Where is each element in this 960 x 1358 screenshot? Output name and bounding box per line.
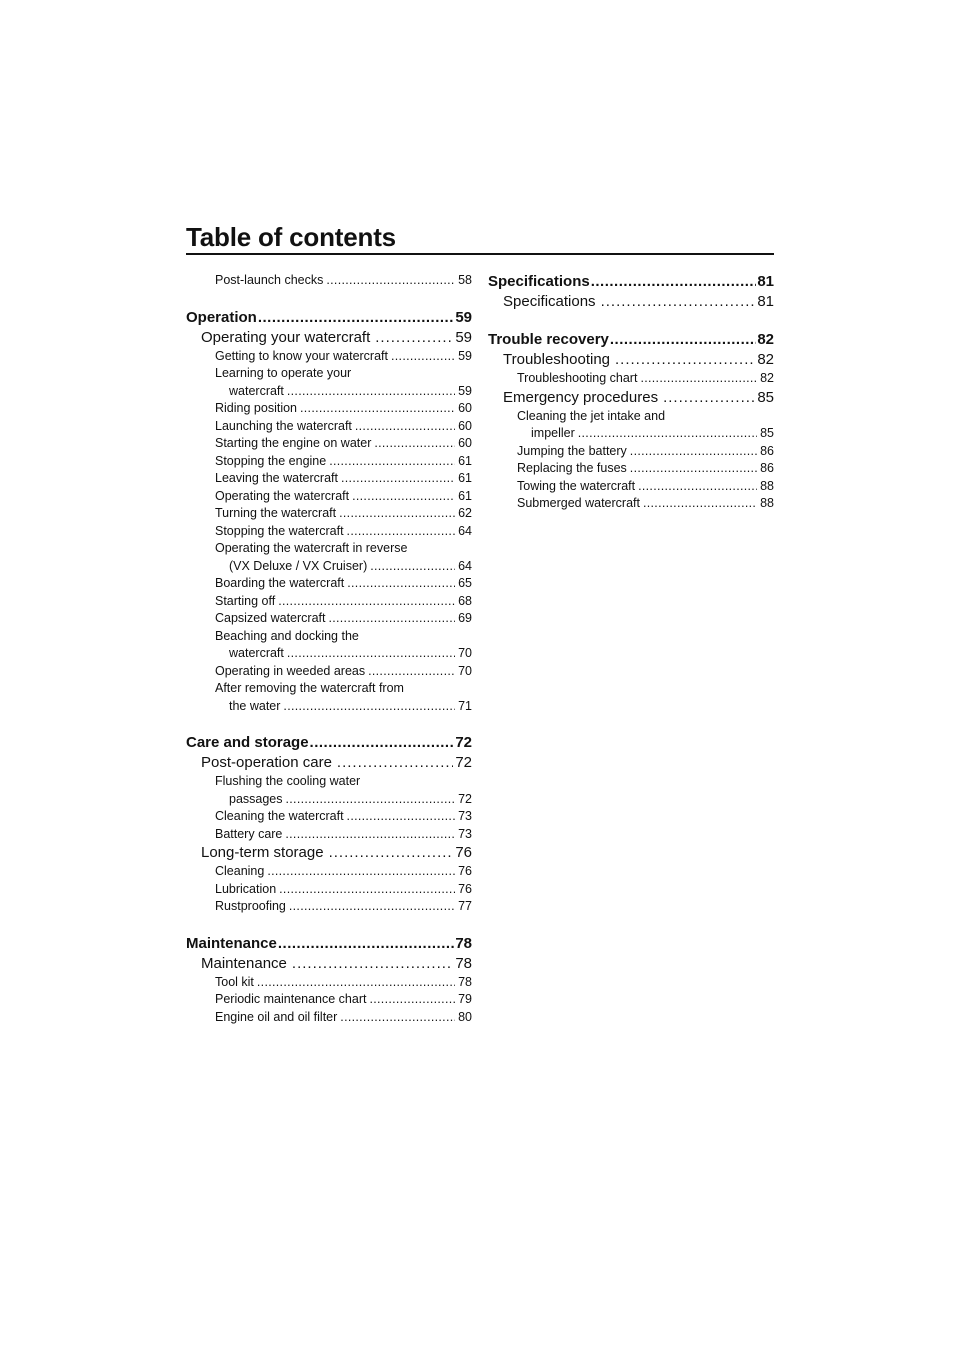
toc-entry-title: Lubrication <box>215 881 277 896</box>
toc-page-number: 62 <box>458 506 472 520</box>
toc-entry-post-launch-checks[interactable] <box>186 272 472 290</box>
toc-page-number: 86 <box>760 461 774 475</box>
toc-entry-title: Submerged watercraft <box>517 496 640 510</box>
toc-page-number: 81 <box>757 273 774 290</box>
toc-entry-title: Getting to know your watercraft <box>215 348 388 363</box>
dot-leader <box>329 453 455 471</box>
dot-leader <box>347 808 456 826</box>
dot-leader <box>640 370 757 388</box>
toc-entry-title-line[interactable]: Beaching and docking the <box>215 628 359 643</box>
toc-page-number: 85 <box>757 388 774 406</box>
toc-page-number: 72 <box>455 754 472 771</box>
toc-page-number: 60 <box>458 401 472 415</box>
dot-leader <box>258 308 454 328</box>
toc-entry-title: Jumping the battery <box>517 443 627 458</box>
toc-page-number: 78 <box>455 934 472 952</box>
toc-entry-title-line[interactable]: Learning to operate your <box>215 366 352 380</box>
toc-section-title: Long-term storage <box>201 844 324 861</box>
toc-entry-title: Replacing the fuses <box>517 461 627 475</box>
toc-chapter-specifications[interactable] <box>488 272 774 292</box>
dot-leader <box>352 488 455 506</box>
toc-entry-title: Riding position <box>215 401 297 415</box>
toc-page-number: 64 <box>458 558 472 573</box>
toc-entry-title: Leaving the watercraft <box>215 471 338 485</box>
toc-entry[interactable] <box>186 610 472 628</box>
toc-entry-title: Tool kit <box>215 974 254 989</box>
toc-entry[interactable] <box>488 460 774 478</box>
toc-page-number: 78 <box>458 974 472 989</box>
toc-page-number: 72 <box>458 791 472 806</box>
dot-leader <box>643 495 757 513</box>
toc-chapter-trouble-recovery[interactable] <box>488 330 774 350</box>
toc-page-number: 88 <box>760 478 774 493</box>
toc-page-number: 59 <box>455 308 472 326</box>
toc-page-number: 73 <box>458 809 472 823</box>
toc-entry[interactable] <box>186 400 472 418</box>
toc-page-number: 82 <box>760 371 774 385</box>
toc-entry[interactable] <box>186 791 472 809</box>
dot-leader <box>328 610 455 628</box>
dot-leader <box>326 272 455 290</box>
toc-page-number: 61 <box>458 453 472 468</box>
toc-page-number: 72 <box>455 734 472 751</box>
toc-page-number: 58 <box>458 273 472 287</box>
dot-leader <box>329 843 454 863</box>
dot-leader <box>375 328 453 348</box>
toc-entry[interactable] <box>488 478 774 496</box>
toc-entry[interactable] <box>186 348 472 366</box>
dot-leader <box>279 881 455 899</box>
toc-page-number: 85 <box>760 426 774 440</box>
toc-entry[interactable] <box>186 698 472 716</box>
dot-leader <box>601 292 756 312</box>
toc-section-title: Post-operation care <box>201 754 332 771</box>
toc-entry-title: Stopping the watercraft <box>215 523 344 538</box>
toc-chapter-title: Maintenance <box>186 934 277 952</box>
toc-entry-title-line[interactable]: Cleaning the jet intake and <box>517 408 666 423</box>
toc-page-number: 79 <box>458 992 472 1006</box>
toc-chapter-title: Operation <box>186 308 257 326</box>
toc-section-post-operation-care[interactable] <box>186 753 472 773</box>
toc-entry-title: Periodic maintenance chart <box>215 992 367 1006</box>
toc-entry[interactable] <box>186 523 472 541</box>
dot-leader <box>285 826 455 844</box>
dot-leader <box>292 954 453 974</box>
toc-entry[interactable] <box>186 881 472 899</box>
dot-leader <box>630 443 757 461</box>
toc-entry[interactable] <box>186 991 472 1009</box>
toc-entry-title-line[interactable]: Operating the watercraft in reverse <box>215 541 408 555</box>
toc-entry-title: Starting the engine on water <box>215 436 372 450</box>
toc-page-number: 82 <box>757 351 774 368</box>
toc-page-number: 76 <box>458 881 472 896</box>
dot-leader <box>257 974 455 992</box>
toc-entry[interactable] <box>186 663 472 681</box>
toc-page-number: 69 <box>458 611 472 625</box>
toc-section-title: Maintenance <box>201 954 287 972</box>
toc-page-number: 70 <box>458 663 472 678</box>
toc-section-specifications[interactable] <box>488 292 774 312</box>
toc-page-number: 73 <box>458 826 472 841</box>
toc-section-operating-your-watercraft[interactable] <box>186 328 472 348</box>
toc-page-number: 61 <box>458 471 472 485</box>
toc-section-title: Operating your watercraft <box>201 328 371 346</box>
toc-page-number: 76 <box>455 844 472 861</box>
toc-entry-title: Towing the watercraft <box>517 478 636 493</box>
toc-entry-title: Turning the watercraft <box>215 506 337 520</box>
toc-page-number: 61 <box>458 488 472 503</box>
toc-entry-title: Launching the watercraft <box>215 418 352 433</box>
toc-entry[interactable] <box>186 435 472 453</box>
toc-page-number: 71 <box>458 698 472 713</box>
toc-section-emergency-procedures[interactable] <box>488 388 774 408</box>
toc-entry[interactable] <box>488 425 774 443</box>
title-divider <box>186 253 774 255</box>
toc-section-maintenance[interactable] <box>186 954 472 974</box>
toc-entry-title: Operating the watercraft <box>215 488 350 503</box>
toc-section-title: Specifications <box>503 293 596 310</box>
toc-entry-title-line[interactable]: After removing the watercraft from <box>215 681 404 695</box>
dot-leader <box>663 388 755 408</box>
toc-entry-title: Post-launch checks <box>215 273 324 287</box>
toc-page-number: 76 <box>458 864 472 878</box>
dot-leader <box>374 435 455 453</box>
dot-leader <box>391 348 455 366</box>
toc-entry[interactable] <box>186 826 472 844</box>
toc-chapter-operation[interactable] <box>186 308 472 328</box>
toc-entry[interactable] <box>186 453 472 471</box>
toc-section-title: Troubleshooting <box>503 351 611 368</box>
toc-entry[interactable] <box>186 505 472 523</box>
toc-page-number: 68 <box>458 593 472 608</box>
dot-leader <box>591 272 757 292</box>
toc-page-number: 60 <box>458 436 472 450</box>
toc-chapter-title: Care and storage <box>186 734 309 751</box>
toc-entry[interactable] <box>186 898 472 916</box>
toc-page-number: 82 <box>757 331 774 348</box>
toc-entry[interactable] <box>186 1009 472 1027</box>
dot-leader <box>339 505 455 523</box>
toc-page-number: 65 <box>458 576 472 590</box>
dot-leader <box>337 753 453 773</box>
toc-entry[interactable] <box>186 808 472 826</box>
dot-leader <box>286 791 456 809</box>
toc-entry[interactable] <box>186 470 472 488</box>
toc-entry-title: Engine oil and oil filter <box>215 1009 338 1024</box>
toc-page-number: 59 <box>458 348 472 363</box>
dot-leader <box>287 645 455 663</box>
toc-entry-title: Stopping the engine <box>215 453 327 468</box>
toc-section-troubleshooting[interactable] <box>488 350 774 370</box>
toc-page-number: 86 <box>760 443 774 458</box>
toc-page-number: 59 <box>458 383 472 398</box>
dot-leader <box>370 558 455 576</box>
toc-page-number: 59 <box>455 328 472 346</box>
dot-leader <box>347 575 455 593</box>
toc-page-number: 70 <box>458 646 472 660</box>
dot-leader <box>610 330 756 350</box>
toc-chapter-maintenance[interactable] <box>186 934 472 954</box>
toc-entry-title: passages <box>229 791 283 806</box>
toc-entry[interactable] <box>186 593 472 611</box>
toc-page-number: 81 <box>757 293 774 310</box>
toc-section-long-term-storage[interactable] <box>186 843 472 863</box>
toc-entry[interactable] <box>186 383 472 401</box>
toc-entry-title: Capsized watercraft <box>215 611 326 625</box>
dot-leader <box>287 383 455 401</box>
dot-leader <box>341 470 455 488</box>
toc-chapter-title: Specifications <box>488 273 590 290</box>
toc-page-number: 64 <box>458 523 472 538</box>
dot-leader <box>278 593 455 611</box>
dot-leader <box>340 1009 455 1027</box>
toc-entry[interactable] <box>186 863 472 881</box>
toc-entry-title: Battery care <box>215 826 283 841</box>
dot-leader <box>369 991 455 1009</box>
dot-leader <box>615 350 755 370</box>
toc-entry-title: Troubleshooting chart <box>517 371 638 385</box>
toc-page-number: 88 <box>760 496 774 510</box>
dot-leader <box>267 863 455 881</box>
dot-leader <box>310 733 455 753</box>
toc-page-number: 80 <box>458 1009 472 1024</box>
dot-leader <box>278 934 454 954</box>
dot-leader <box>289 898 455 916</box>
toc-entry-title: Cleaning the watercraft <box>215 809 344 823</box>
toc-entry-title: Rustproofing <box>215 899 286 913</box>
toc-entry[interactable] <box>186 418 472 436</box>
toc-entry-title: Cleaning <box>215 864 265 878</box>
dot-leader <box>368 663 455 681</box>
toc-entry-title: watercraft <box>229 383 284 398</box>
toc-entry-title: Starting off <box>215 593 276 608</box>
toc-entry[interactable] <box>186 645 472 663</box>
toc-entry[interactable] <box>186 558 472 576</box>
toc-entry[interactable] <box>488 370 774 388</box>
toc-entry-title: (VX Deluxe / VX Cruiser) <box>229 558 368 573</box>
toc-right-column <box>488 272 774 513</box>
dot-leader <box>630 460 757 478</box>
toc-chapter-care-and-storage[interactable] <box>186 733 472 753</box>
toc-entry[interactable] <box>186 575 472 593</box>
page-title: Table of contents <box>186 222 396 252</box>
toc-chapter-title: Trouble recovery <box>488 331 609 348</box>
dot-leader <box>638 478 757 496</box>
toc-entry-title: watercraft <box>229 646 284 660</box>
toc-entry[interactable] <box>488 443 774 461</box>
toc-entry-title: Operating in weeded areas <box>215 663 366 678</box>
dot-leader <box>355 418 455 436</box>
toc-entry-title: the water <box>229 698 281 713</box>
dot-leader <box>347 523 456 541</box>
dot-leader <box>283 698 455 716</box>
toc-entry-title: Boarding the watercraft <box>215 576 345 590</box>
toc-page-number: 78 <box>455 954 472 972</box>
dot-leader <box>300 400 455 418</box>
toc-entry[interactable] <box>186 974 472 992</box>
toc-entry[interactable] <box>186 488 472 506</box>
toc-entry-title-line[interactable]: Flushing the cooling water <box>215 774 361 788</box>
dot-leader <box>578 425 757 443</box>
toc-entry-title: impeller <box>531 426 575 440</box>
toc-section-title: Emergency procedures <box>503 388 659 406</box>
toc-left-column <box>186 272 472 1026</box>
toc-page-number: 77 <box>458 899 472 913</box>
toc-entry[interactable] <box>488 495 774 513</box>
toc-page-number: 60 <box>458 418 472 433</box>
